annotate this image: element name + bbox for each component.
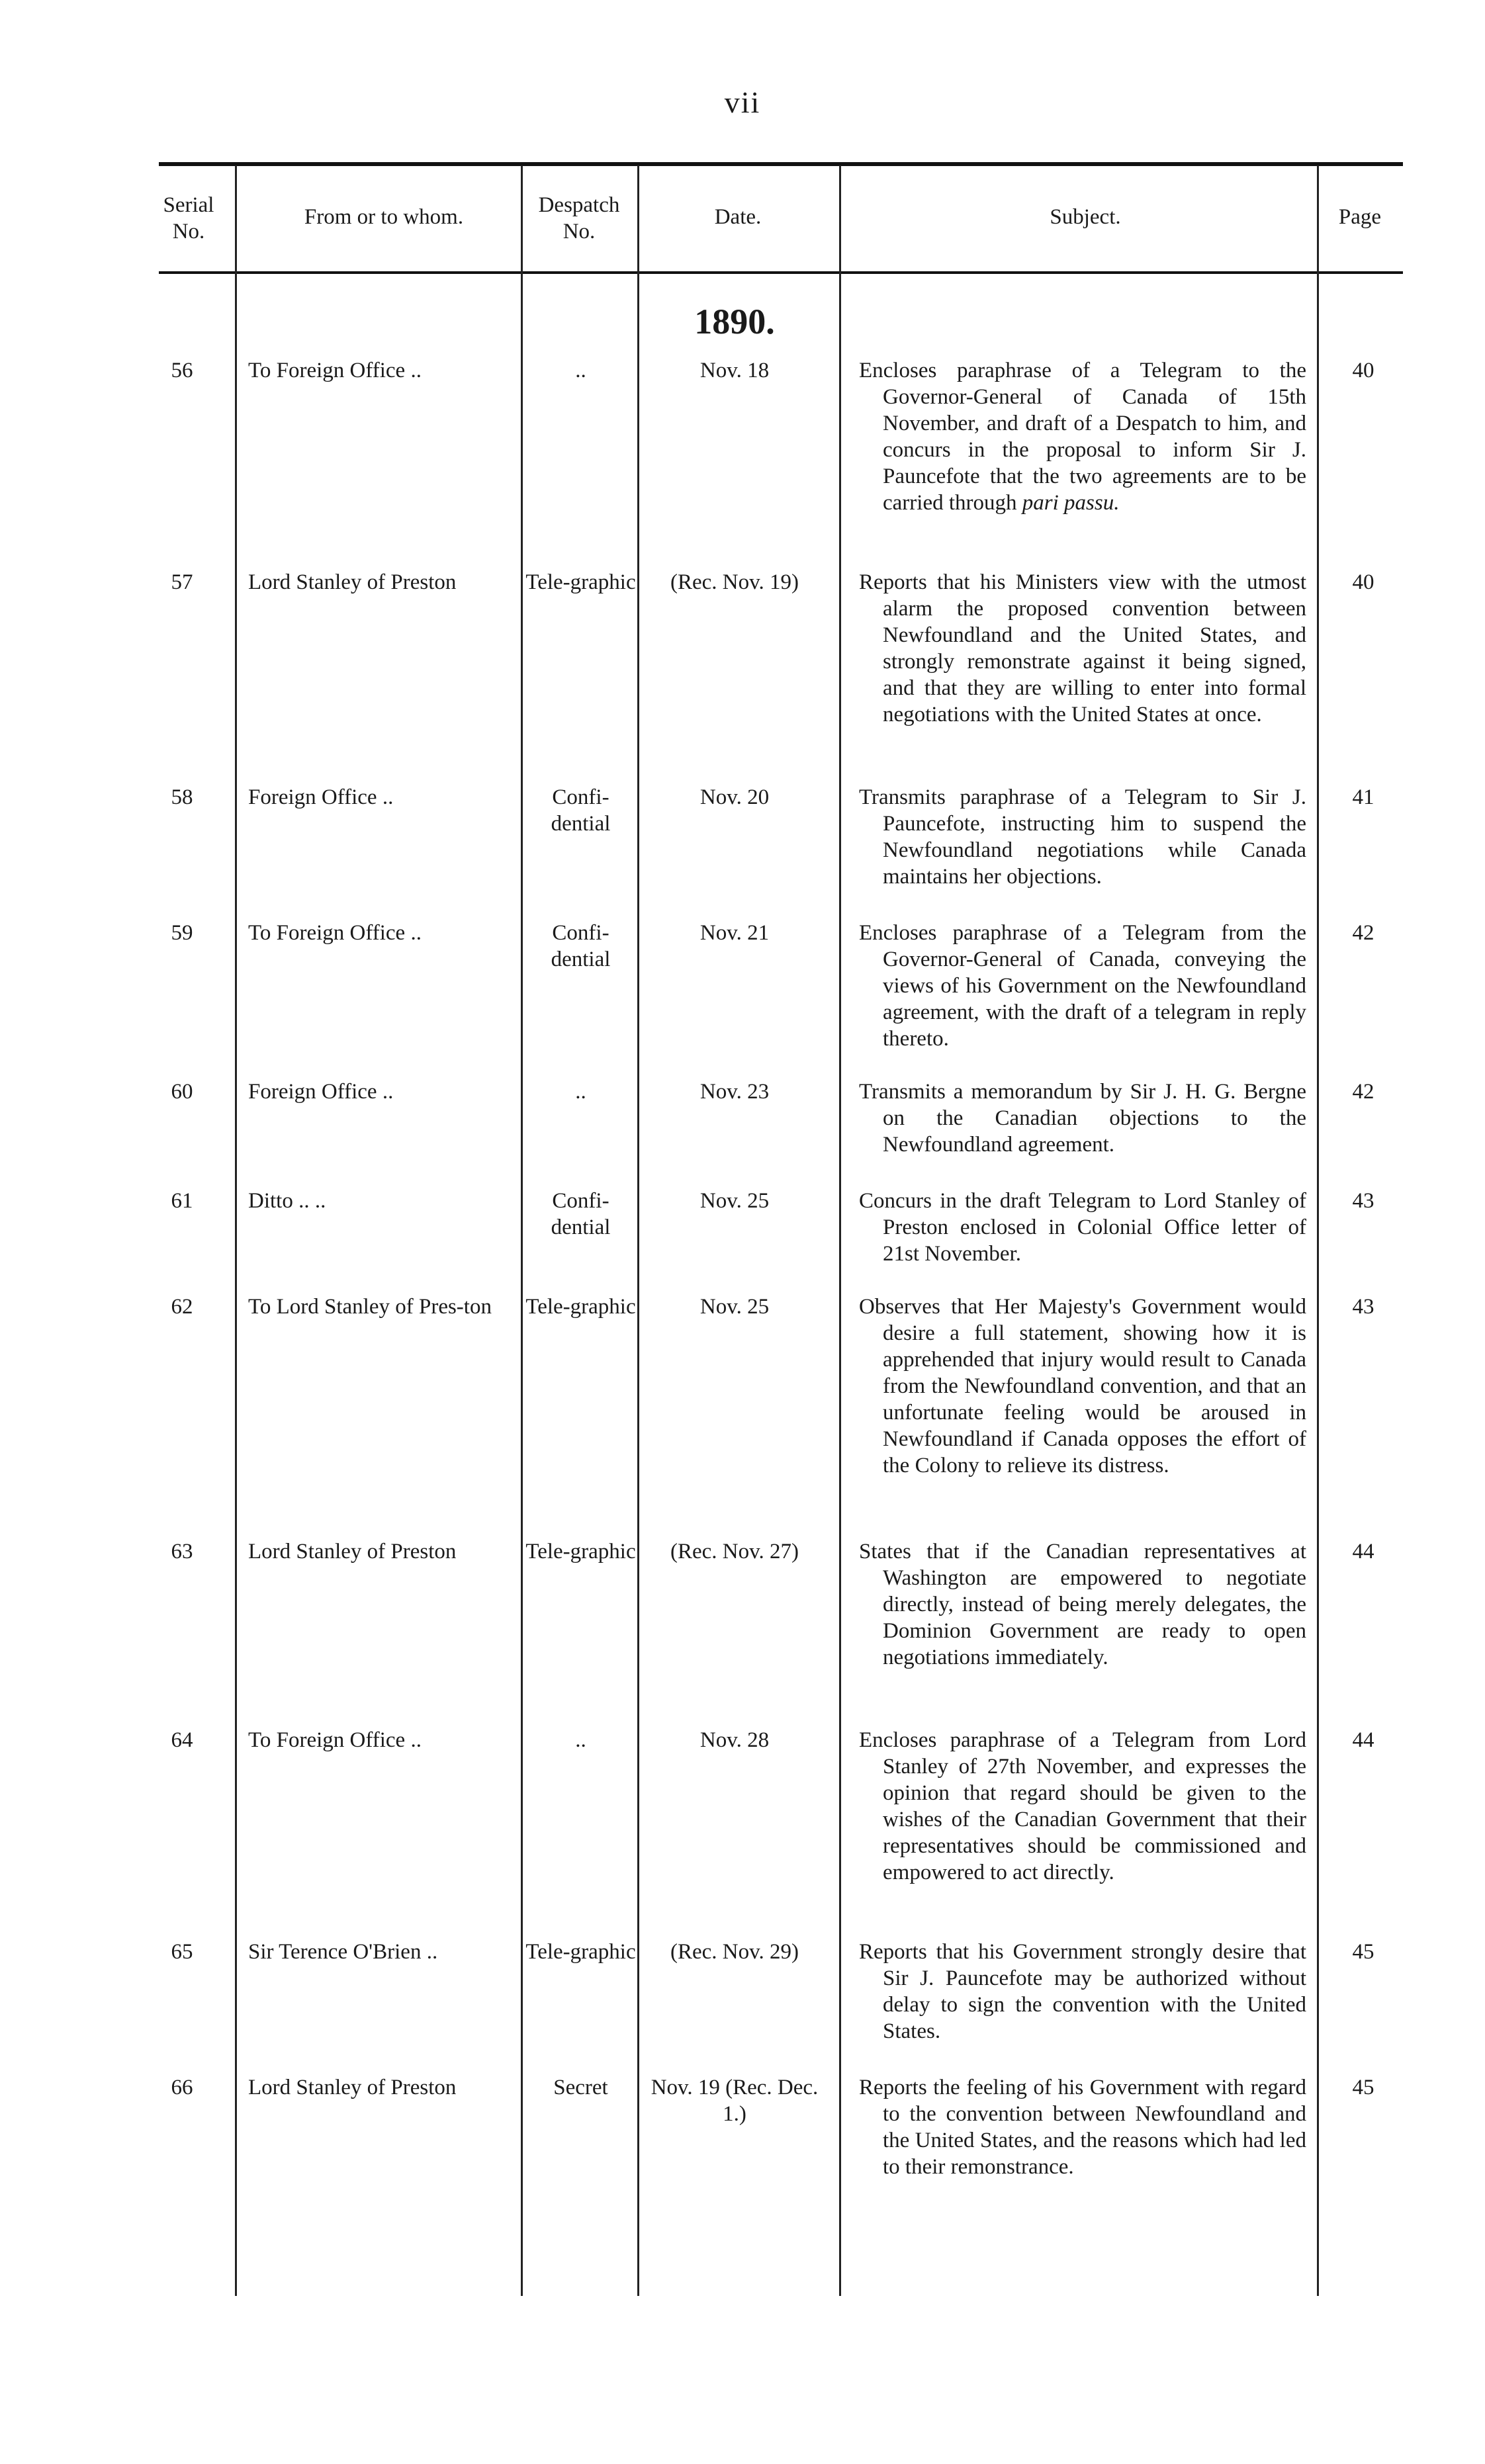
date: (Rec. Nov. 27) xyxy=(670,1540,799,1563)
from-or-to-whom: To Foreign Office .. xyxy=(248,1728,422,1752)
header-bottom-rule xyxy=(159,271,1403,274)
from-or-to-whom: Foreign Office .. xyxy=(248,1080,394,1104)
subject: Reports the feeling of his Government with regard to the convention between Newfoundland and the United States, and the reasons which had led to their remonstrance. xyxy=(859,2076,1306,2179)
despatch-number: .. xyxy=(575,1080,586,1104)
from-or-to-whom: Foreign Office .. xyxy=(248,785,394,809)
page-number-cell: 45 xyxy=(1352,1940,1374,1964)
header-serial-label: Serial No. xyxy=(163,193,214,243)
date: Nov. 20 xyxy=(699,785,770,809)
header-page xyxy=(1320,204,1400,230)
from-or-to-whom: Lord Stanley of Preston xyxy=(248,2076,457,2099)
subject: States that if the Canadian representatives at Washington are empowered to negotiate directly, instead of being merely delegates, the Dominion Government are ready to open negotiations immediately. xyxy=(859,1540,1306,1669)
header-despatch xyxy=(523,192,635,245)
subject: Encloses paraphrase of a Telegram from the Governor-General of Canada, conveying the views of his Government on the Newfoundland agreement, with the draft of a telegram in reply thereto. xyxy=(859,921,1306,1051)
header-subject-label: Subject. xyxy=(1050,205,1121,229)
header-subject xyxy=(854,204,1317,230)
header-date-label: Date. xyxy=(714,205,762,229)
from-or-to-whom: Lord Stanley of Preston xyxy=(248,1540,457,1563)
subject: Concurs in the draft Telegram to Lord Stanley of Preston enclosed in Colonial Office letter of 21st November. xyxy=(859,1189,1306,1266)
subject: Transmits paraphrase of a Telegram to Sir J. Pauncefote, instructing him to suspend the Newfoundland negotiations while Canada maintains her objections. xyxy=(859,785,1306,889)
column-divider xyxy=(1317,165,1319,2296)
date: Nov. 23 xyxy=(699,1080,770,1104)
from-or-to-whom: Lord Stanley of Preston xyxy=(248,570,457,594)
date: Nov. 19 (Rec. Dec. 1.) xyxy=(651,2076,819,2126)
date: Nov. 18 xyxy=(699,359,770,382)
italic-phrase: pari passu. xyxy=(1022,491,1120,515)
date: Nov. 25 xyxy=(699,1189,770,1213)
subject: Transmits a memorandum by Sir J. H. G. Bergne on the Canadian objections to the Newfoundland agreement. xyxy=(859,1080,1306,1157)
column-divider xyxy=(839,165,841,2296)
header-date xyxy=(649,204,827,230)
page-number-cell: 43 xyxy=(1352,1189,1374,1213)
header-top-rule xyxy=(159,162,1403,166)
header-from-label: From or to whom. xyxy=(304,205,464,229)
subject: Encloses paraphrase of a Telegram from Lord Stanley of 27th November, and expresses the opinion that regard should be given to the wishes of the Canadian Government that their representatives should be commissioned and empowered to act directly. xyxy=(859,1728,1306,1884)
despatch-number: Confi-dential xyxy=(551,921,611,971)
despatch-number: Confi-dential xyxy=(551,785,611,836)
serial-number: 64 xyxy=(171,1728,193,1752)
serial-number: 66 xyxy=(171,2076,193,2099)
subject: Reports that his Ministers view with the utmost alarm the proposed convention between Newfoundland and the United States, and strongly remonstrate against it being signed, and that they are willing to enter into formal negotiations with the United States at once. xyxy=(859,570,1306,726)
page-number-cell: 43 xyxy=(1352,1295,1374,1319)
serial-number: 61 xyxy=(171,1189,193,1213)
date: Nov. 28 xyxy=(699,1728,770,1752)
header-serial xyxy=(152,192,225,245)
from-or-to-whom: To Foreign Office .. xyxy=(248,921,422,945)
subject: Reports that his Government strongly desire that Sir J. Pauncefote may be authorized without delay to sign the convention with the United States. xyxy=(859,1940,1306,2043)
page-number-cell: 44 xyxy=(1352,1728,1374,1752)
despatch-number: Secret xyxy=(553,2076,608,2099)
subject: Encloses paraphrase of a Telegram to the Governor-General of Canada of 15th November, and draft of a Despatch to him, and concurs in the proposal to inform Sir J. Pauncefote that the two agreements are to be carried through pari passu. xyxy=(859,359,1306,515)
page-number-cell: 41 xyxy=(1352,785,1374,809)
header-from xyxy=(251,204,516,230)
date: Nov. 25 xyxy=(699,1295,770,1319)
from-or-to-whom: To Foreign Office .. xyxy=(248,359,422,382)
serial-number: 60 xyxy=(171,1080,193,1104)
despatch-number: Confi-dential xyxy=(551,1189,611,1239)
page-number-cell: 40 xyxy=(1352,359,1374,382)
page-number-cell: 42 xyxy=(1352,921,1374,945)
column-divider xyxy=(235,165,237,2296)
despatch-number: Tele-graphic xyxy=(525,1540,636,1563)
serial-number: 65 xyxy=(171,1940,193,1964)
header-page-label: Page xyxy=(1338,205,1382,229)
despatch-number: Tele-graphic xyxy=(525,1295,636,1319)
despatch-number: Tele-graphic xyxy=(525,1940,636,1964)
page-number: vii xyxy=(724,85,761,119)
page-number-cell: 40 xyxy=(1352,570,1374,594)
page-number-cell: 44 xyxy=(1352,1540,1374,1563)
from-or-to-whom: Sir Terence O'Brien .. xyxy=(248,1940,438,1964)
serial-number: 58 xyxy=(171,785,193,809)
from-or-to-whom: Ditto .. .. xyxy=(248,1189,326,1213)
serial-number: 63 xyxy=(171,1540,193,1563)
page-number-cell: 45 xyxy=(1352,2076,1374,2099)
despatch-number: .. xyxy=(575,359,586,382)
from-or-to-whom: To Lord Stanley of Pres-ton xyxy=(248,1295,492,1319)
serial-number: 57 xyxy=(171,570,193,594)
serial-number: 62 xyxy=(171,1295,193,1319)
header-despatch-label: Despatch No. xyxy=(538,193,620,243)
page-number-cell: 42 xyxy=(1352,1080,1374,1104)
despatch-number: Tele-graphic xyxy=(525,570,636,594)
serial-number: 59 xyxy=(171,921,193,945)
date: (Rec. Nov. 29) xyxy=(670,1940,799,1964)
subject: Observes that Her Majesty's Government would desire a full statement, showing how it is apprehended that injury would result to Canada from the Newfoundland convention, and that an unfortunate feeling would be aroused in Newfoundland if Canada opposes the effort of the Colony to relieve its distress. xyxy=(859,1295,1306,1477)
despatch-number: .. xyxy=(575,1728,586,1752)
date: (Rec. Nov. 19) xyxy=(670,570,799,594)
serial-number: 56 xyxy=(171,359,193,382)
date: Nov. 21 xyxy=(699,921,770,945)
year-heading: 1890. xyxy=(694,302,775,341)
